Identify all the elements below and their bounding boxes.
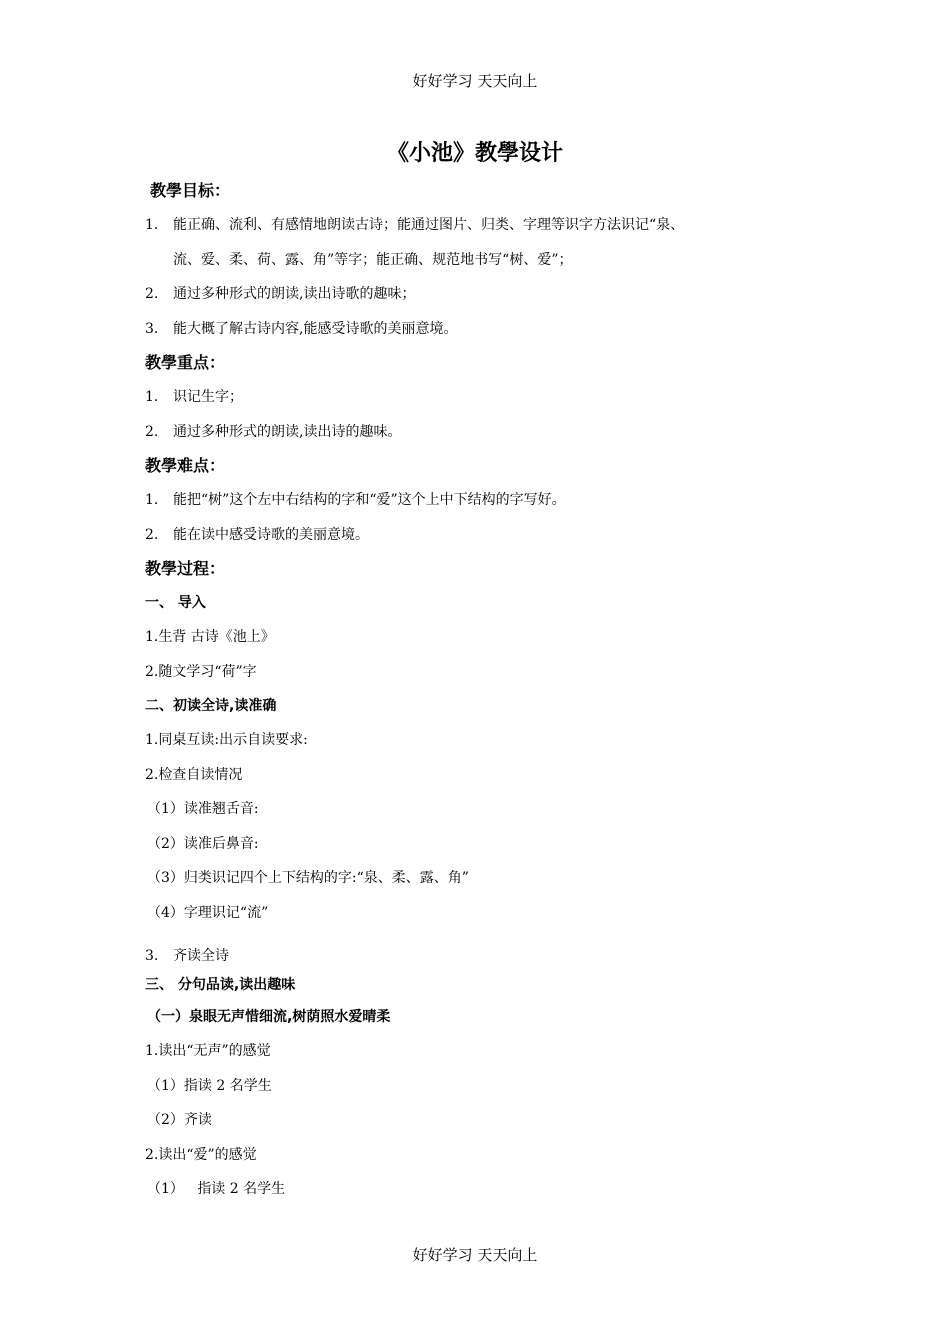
objective-item-2: 2. 通过多种形式的朗读,读出诗歌的趣味； bbox=[145, 286, 416, 302]
section-2-sub-2: （2）读准后鼻音: bbox=[147, 835, 259, 852]
objective-text-1: 能正确、流利、有感情地朗读古诗；能通过图片、归类、字理等识字方法识记“泉、 bbox=[173, 217, 685, 233]
page-header: 好好学习 天天向上 bbox=[412, 72, 538, 90]
section-2-line-1: 1.同桌互读:出示自读要求: bbox=[145, 732, 308, 748]
key-points-heading: 教學重点： bbox=[145, 353, 226, 372]
key-point-item-1: 1. 识记生字； bbox=[145, 389, 243, 405]
objective-item-3: 3. 能大概了解古诗内容,能感受诗歌的美丽意境。 bbox=[145, 320, 458, 337]
section-3-line-2: 2.读出“爱”的感觉 bbox=[145, 1146, 257, 1163]
section-2-heading: 二、初读全诗,读准确 bbox=[145, 698, 277, 714]
section-2-sub-4: （4）字理识记“流” bbox=[147, 904, 269, 921]
section-3-line-1: 1.读出“无声”的感觉 bbox=[145, 1043, 271, 1059]
section-2-line-2: 2.检查自读情况 bbox=[145, 766, 243, 783]
section-1-line-2: 2.随文学习“荷”字 bbox=[145, 663, 257, 680]
section-3-line-2a: （1） 指读 2 名学生 bbox=[147, 1181, 286, 1197]
difficulties-heading: 教學难点： bbox=[145, 456, 226, 475]
section-2-line-3: 3. 齐读全诗 bbox=[145, 948, 229, 964]
objectives-heading: 教學目标： bbox=[150, 181, 231, 200]
section-3-subheading: （一）泉眼无声惜细流,树荫照水爱晴柔 bbox=[147, 1009, 391, 1025]
document-title: 《小池》教學设计 bbox=[386, 141, 563, 166]
section-3-line-1a: （1）指读 2 名学生 bbox=[147, 1077, 272, 1094]
section-2-sub-1: （1）读准翘舌音: bbox=[147, 801, 259, 817]
objective-item-1: 1. 能正确、流利、有感情地朗读古诗；能通过图片、归类、字理等识字方法识记“泉、 bbox=[145, 217, 685, 233]
section-3-line-1b: （2）齐读 bbox=[147, 1112, 212, 1128]
document-body bbox=[145, 174, 825, 1207]
process-heading: 教學过程： bbox=[145, 559, 226, 578]
objective-item-1-cont: 流、爱、柔、荷、露、角”等字；能正确、规范地书写“树、爱”； bbox=[173, 251, 573, 268]
difficulty-item-1: 1. 能把“树”这个左中右结构的字和“爱”这个上中下结构的字写好。 bbox=[145, 492, 566, 508]
difficulty-item-2: 2. 能在读中感受诗歌的美丽意境。 bbox=[145, 526, 369, 543]
section-2-sub-3: （3）归类识记四个上下结构的字:“泉、柔、露、角” bbox=[147, 870, 469, 886]
section-3-heading: 三、 分句品读,读出趣味 bbox=[145, 977, 296, 993]
section-1-line-1: 1.生背 古诗《池上》 bbox=[145, 629, 275, 645]
page-footer: 好好学习 天天向上 bbox=[412, 1246, 538, 1264]
section-1-heading: 一、 导入 bbox=[145, 595, 206, 611]
key-point-item-2: 2. 通过多种形式的朗读,读出诗的趣味。 bbox=[145, 423, 402, 440]
